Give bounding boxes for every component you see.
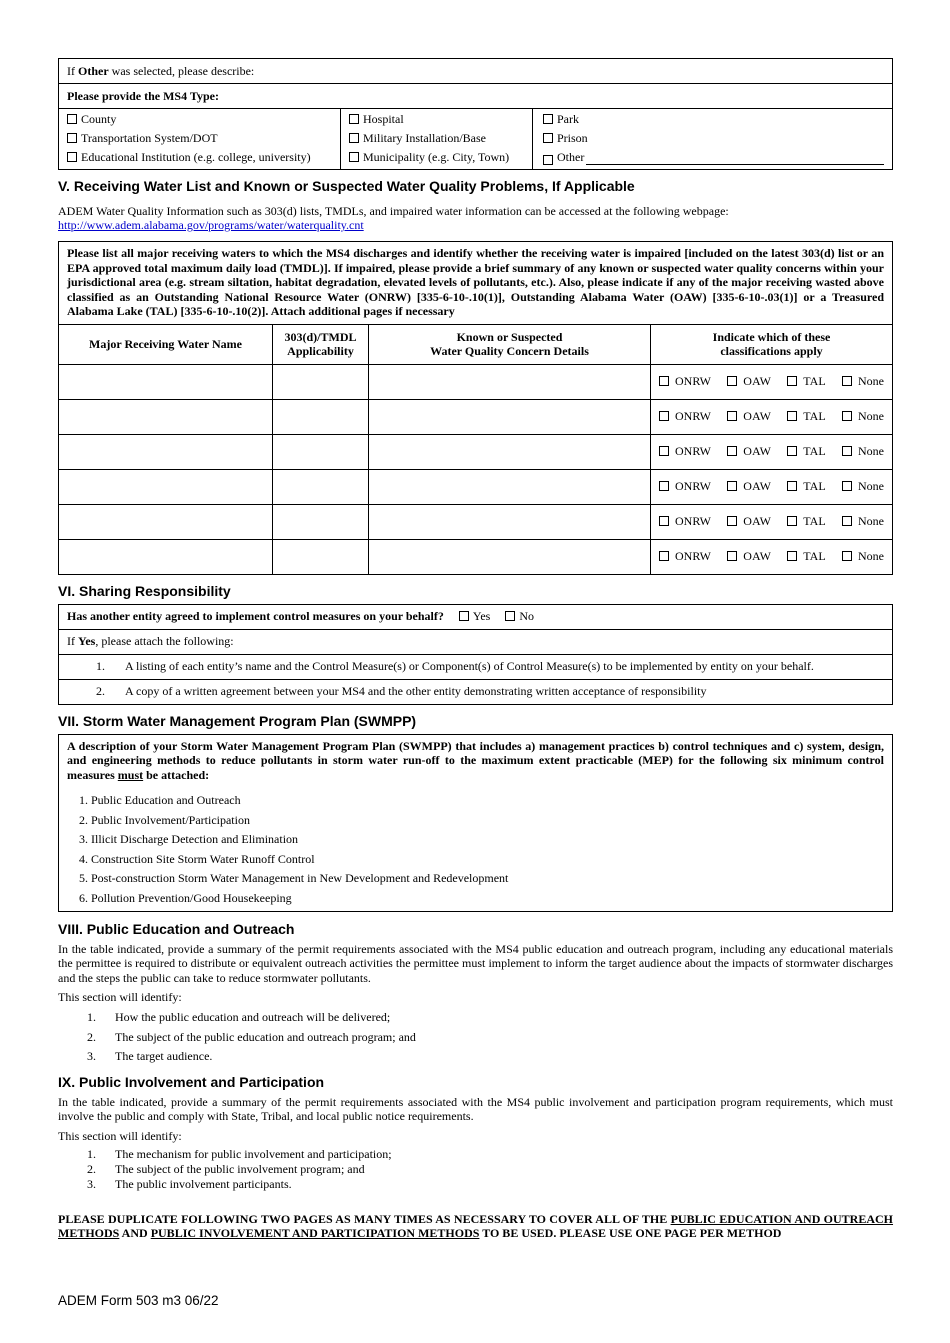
onrw-checkbox[interactable] bbox=[659, 446, 669, 456]
classification-option-none[interactable]: None bbox=[842, 444, 884, 459]
sharing-no-checkbox[interactable] bbox=[505, 611, 515, 621]
none-checkbox[interactable] bbox=[842, 411, 852, 421]
section-9-paragraph: In the table indicated, provide a summary of the permit requirements associated with the MS4 public involvement and participation program requirements, which must involve the public and comply with State, Tribal, and local public notice requirements. bbox=[58, 1094, 893, 1124]
park-checkbox[interactable] bbox=[543, 114, 553, 124]
sharing-table bbox=[58, 604, 893, 705]
receiving-water-row bbox=[59, 539, 893, 574]
classification-option-tal[interactable]: TAL bbox=[787, 479, 825, 494]
option-military[interactable]: Military Installation/Base bbox=[349, 131, 524, 146]
option-county[interactable]: County bbox=[67, 112, 332, 127]
tmdl-cell[interactable] bbox=[273, 399, 369, 434]
tmdl-cell[interactable] bbox=[273, 539, 369, 574]
section-8-identify: This section will identify: bbox=[58, 990, 182, 1005]
classification-option-none[interactable]: None bbox=[842, 374, 884, 389]
classification-option-onrw[interactable]: ONRW bbox=[659, 549, 711, 564]
classification-option-onrw[interactable]: ONRW bbox=[659, 479, 711, 494]
measure-item: 1. Public Education and Outreach bbox=[79, 793, 241, 807]
classification-option-oaw[interactable]: OAW bbox=[727, 444, 771, 459]
onrw-checkbox[interactable] bbox=[659, 481, 669, 491]
classification-cell bbox=[651, 364, 893, 399]
section-7-heading: VII. Storm Water Management Program Plan (SWMPP) bbox=[58, 712, 417, 729]
sharing-item-1: 1. A listing of each entity’s name and the Control Measure(s) or Component(s) of Control Measure(s) to be implemented by entity on your behalf. bbox=[59, 654, 893, 679]
tmdl-cell[interactable] bbox=[273, 364, 369, 399]
water-name-cell[interactable] bbox=[59, 469, 273, 504]
hospital-checkbox[interactable] bbox=[349, 114, 359, 124]
sharing-if-yes: If Yes, please attach the following: bbox=[59, 629, 893, 654]
oaw-checkbox[interactable] bbox=[727, 516, 737, 526]
classification-option-onrw[interactable]: ONRW bbox=[659, 514, 711, 529]
swmpp-measures-list bbox=[67, 791, 884, 909]
water-name-cell[interactable] bbox=[59, 539, 273, 574]
option-prison[interactable]: Prison bbox=[543, 131, 884, 146]
classification-option-oaw[interactable]: OAW bbox=[727, 479, 771, 494]
none-checkbox[interactable] bbox=[842, 516, 852, 526]
none-checkbox[interactable] bbox=[842, 481, 852, 491]
classification-option-tal[interactable]: TAL bbox=[787, 514, 825, 529]
other-input-line[interactable] bbox=[586, 152, 884, 165]
swmpp-description: A description of your Storm Water Management Program Plan (SWMPP) that includes a) management practices b) control techniques and c) system, design, and engineering methods to reduce pollutants in storm water run-off to the maximum extent practicable (MEP) for the following six minimum control measures must be attached: bbox=[67, 738, 884, 782]
classification-option-none[interactable]: None bbox=[842, 549, 884, 564]
receiving-water-row bbox=[59, 434, 893, 469]
ms4-type-label: Please provide the MS4 Type: bbox=[59, 84, 893, 109]
concern-details-cell[interactable] bbox=[369, 504, 651, 539]
option-hospital[interactable]: Hospital bbox=[349, 112, 524, 127]
classification-cell bbox=[651, 399, 893, 434]
option-park[interactable]: Park bbox=[543, 112, 884, 127]
onrw-checkbox[interactable] bbox=[659, 411, 669, 421]
prison-checkbox[interactable] bbox=[543, 133, 553, 143]
receiving-water-instructions: Please list all major receiving waters to which the MS4 discharges and identify whether the receiving water is impaired [included on the latest 303(d) list or an EPA approved total maximum daily load (TMDL)]. If impaired, please provide a brief summary of any known or suspected water quality concerns within your jurisdictional area (e.g. stream siltation, habitat degradation, elevated levels of pollutants, etc.). Also, please indicate if any of the major receiving wasted above classified as an Outstanding National Resource Water (ONRW) [335-6-10-.10(1)], Outstanding Alabama Water (OAW) [335-6-10-.03(1)] or a Treasured Alabama Lake (TAL) [335-6-10-.10(2)]. Attach additional pages if necessary bbox=[59, 242, 893, 325]
form-id: ADEM Form 503 m3 06/22 bbox=[58, 1293, 219, 1308]
municipality-checkbox[interactable] bbox=[349, 152, 359, 162]
classification-option-oaw[interactable]: OAW bbox=[727, 374, 771, 389]
section-6-heading: VI. Sharing Responsibility bbox=[58, 582, 231, 599]
oaw-checkbox[interactable] bbox=[727, 411, 737, 421]
col-header-name: Major Receiving Water Name bbox=[59, 324, 273, 364]
classification-option-none[interactable]: None bbox=[842, 514, 884, 529]
water-quality-link[interactable]: http://www.adem.alabama.gov/programs/water/waterquality.cnt bbox=[58, 218, 364, 232]
sharing-yes-checkbox[interactable] bbox=[459, 611, 469, 621]
classification-option-oaw[interactable]: OAW bbox=[727, 409, 771, 424]
water-name-cell[interactable] bbox=[59, 399, 273, 434]
tal-checkbox[interactable] bbox=[787, 376, 797, 386]
concern-details-cell[interactable] bbox=[369, 399, 651, 434]
classification-cell bbox=[651, 539, 893, 574]
ms4-type-col2 bbox=[341, 109, 533, 170]
tmdl-cell[interactable] bbox=[273, 504, 369, 539]
classification-option-tal[interactable]: TAL bbox=[787, 374, 825, 389]
classification-option-tal[interactable]: TAL bbox=[787, 409, 825, 424]
list-item: 2. The subject of the public education and outreach program; and bbox=[87, 1029, 416, 1044]
sharing-question-row: Has another entity agreed to implement control measures on your behalf? Yes No bbox=[59, 604, 893, 629]
water-name-cell[interactable] bbox=[59, 504, 273, 539]
list-item: 1. How the public education and outreach will be delivered; bbox=[87, 1010, 391, 1025]
sharing-item-2: 2. A copy of a written agreement between your MS4 and the other entity demonstrating written acceptance of responsibility bbox=[59, 679, 893, 704]
option-municipality[interactable]: Municipality (e.g. City, Town) bbox=[349, 150, 524, 165]
list-item: 1. The mechanism for public involvement and participation; bbox=[87, 1146, 392, 1161]
educational-checkbox[interactable] bbox=[67, 152, 77, 162]
concern-details-cell[interactable] bbox=[369, 364, 651, 399]
col-header-303: 303(d)/TMDL Applicability bbox=[273, 324, 369, 364]
measure-item: 5. Post-construction Storm Water Management in New Development and Redevelopment bbox=[79, 871, 509, 886]
concern-details-cell[interactable] bbox=[369, 434, 651, 469]
none-checkbox[interactable] bbox=[842, 446, 852, 456]
onrw-checkbox[interactable] bbox=[659, 516, 669, 526]
section-5-intro: ADEM Water Quality Information such as 303(d) lists, TMDLs, and impaired water information can be accessed at the following webpage: http://www.adem.alabama.gov/programs/water/waterquality.cnt bbox=[58, 204, 729, 232]
list-item: 3. The public involvement participants. bbox=[87, 1177, 292, 1192]
oaw-checkbox[interactable] bbox=[727, 551, 737, 561]
other-describe-field[interactable]: If Other was selected, please describe: bbox=[59, 59, 893, 84]
measure-item: 6. Pollution Prevention/Good Housekeeping bbox=[79, 890, 292, 905]
other-checkbox[interactable] bbox=[543, 155, 553, 165]
receiving-water-row bbox=[59, 469, 893, 504]
classification-option-onrw[interactable]: ONRW bbox=[659, 409, 711, 424]
classification-cell bbox=[651, 504, 893, 539]
classification-option-tal[interactable]: TAL bbox=[787, 444, 825, 459]
list-item: 2. The subject of the public involvement program; and bbox=[87, 1162, 365, 1177]
tmdl-cell[interactable] bbox=[273, 469, 369, 504]
section-8-paragraph: In the table indicated, provide a summary of the permit requirements associated with the MS4 public education and outreach program, including any educational materials the permittee is required to distribute or equivalent outreach activities the permittee must implement to inform the target audience about the impacts of stormwater discharges and the steps the public can take to reduce stormwater pollutants. bbox=[58, 941, 893, 985]
onrw-checkbox[interactable] bbox=[659, 376, 669, 386]
tmdl-cell[interactable] bbox=[273, 434, 369, 469]
swmpp-box bbox=[58, 734, 893, 912]
section-9-heading: IX. Public Involvement and Participation bbox=[58, 1073, 325, 1090]
receiving-water-row bbox=[59, 399, 893, 434]
tal-checkbox[interactable] bbox=[787, 481, 797, 491]
water-name-cell[interactable] bbox=[59, 364, 273, 399]
ms4-type-table bbox=[58, 58, 893, 170]
section-8-list bbox=[58, 1008, 893, 1067]
classification-option-tal[interactable]: TAL bbox=[787, 549, 825, 564]
tal-checkbox[interactable] bbox=[787, 516, 797, 526]
none-checkbox[interactable] bbox=[842, 551, 852, 561]
list-item: 3. The target audience. bbox=[87, 1049, 213, 1064]
col-header-known: Known or Suspected Water Quality Concern Details bbox=[369, 324, 651, 364]
transportation-checkbox[interactable] bbox=[67, 133, 77, 143]
classification-option-oaw[interactable]: OAW bbox=[727, 514, 771, 529]
swmpp-content bbox=[59, 734, 893, 911]
oaw-checkbox[interactable] bbox=[727, 481, 737, 491]
tal-checkbox[interactable] bbox=[787, 446, 797, 456]
ms4-type-col3 bbox=[533, 109, 893, 170]
option-transportation[interactable]: Transportation System/DOT bbox=[67, 131, 332, 146]
onrw-checkbox[interactable] bbox=[659, 551, 669, 561]
classification-cell bbox=[651, 434, 893, 469]
classification-option-oaw[interactable]: OAW bbox=[727, 549, 771, 564]
section-9-list bbox=[58, 1147, 893, 1193]
receiving-water-table bbox=[58, 241, 893, 575]
col-header-class: Indicate which of these classifications apply bbox=[651, 324, 893, 364]
form-page bbox=[58, 58, 893, 1241]
receiving-water-row bbox=[59, 364, 893, 399]
classification-option-none[interactable]: None bbox=[842, 479, 884, 494]
duplicate-pages-note: PLEASE DUPLICATE FOLLOWING TWO PAGES AS MANY TIMES AS NECESSARY TO COVER ALL OF THE PUBLIC EDUCATION AND OUTREACH METHODS AND PUBLIC INVOLVEMENT AND PARTICIPATION METHODS TO BE USED. PLEASE USE ONE PAGE PER METHOD bbox=[58, 1211, 894, 1241]
section-8-heading: VIII. Public Education and Outreach bbox=[58, 920, 295, 937]
ms4-type-col1 bbox=[59, 109, 341, 170]
tal-checkbox[interactable] bbox=[787, 411, 797, 421]
option-other[interactable]: Other bbox=[543, 150, 884, 165]
classification-option-onrw[interactable]: ONRW bbox=[659, 374, 711, 389]
section-9-identify: This section will identify: bbox=[58, 1128, 182, 1143]
oaw-checkbox[interactable] bbox=[727, 446, 737, 456]
section-5-heading: V. Receiving Water List and Known or Suspected Water Quality Problems, If Applicable bbox=[58, 178, 635, 194]
measure-item: 3. Illicit Discharge Detection and Elimination bbox=[79, 832, 299, 847]
county-checkbox[interactable] bbox=[67, 114, 77, 124]
tal-checkbox[interactable] bbox=[787, 551, 797, 561]
receiving-water-row bbox=[59, 504, 893, 539]
measure-item: 4. Construction Site Storm Water Runoff Control bbox=[79, 851, 315, 866]
concern-details-cell[interactable] bbox=[369, 469, 651, 504]
classification-option-onrw[interactable]: ONRW bbox=[659, 444, 711, 459]
measure-item: 2. Public Involvement/Participation bbox=[79, 812, 250, 827]
none-checkbox[interactable] bbox=[842, 376, 852, 386]
option-educational[interactable]: Educational Institution (e.g. college, university) bbox=[67, 150, 332, 165]
military-checkbox[interactable] bbox=[349, 133, 359, 143]
water-name-cell[interactable] bbox=[59, 434, 273, 469]
classification-option-none[interactable]: None bbox=[842, 409, 884, 424]
classification-cell bbox=[651, 469, 893, 504]
concern-details-cell[interactable] bbox=[369, 539, 651, 574]
oaw-checkbox[interactable] bbox=[727, 376, 737, 386]
